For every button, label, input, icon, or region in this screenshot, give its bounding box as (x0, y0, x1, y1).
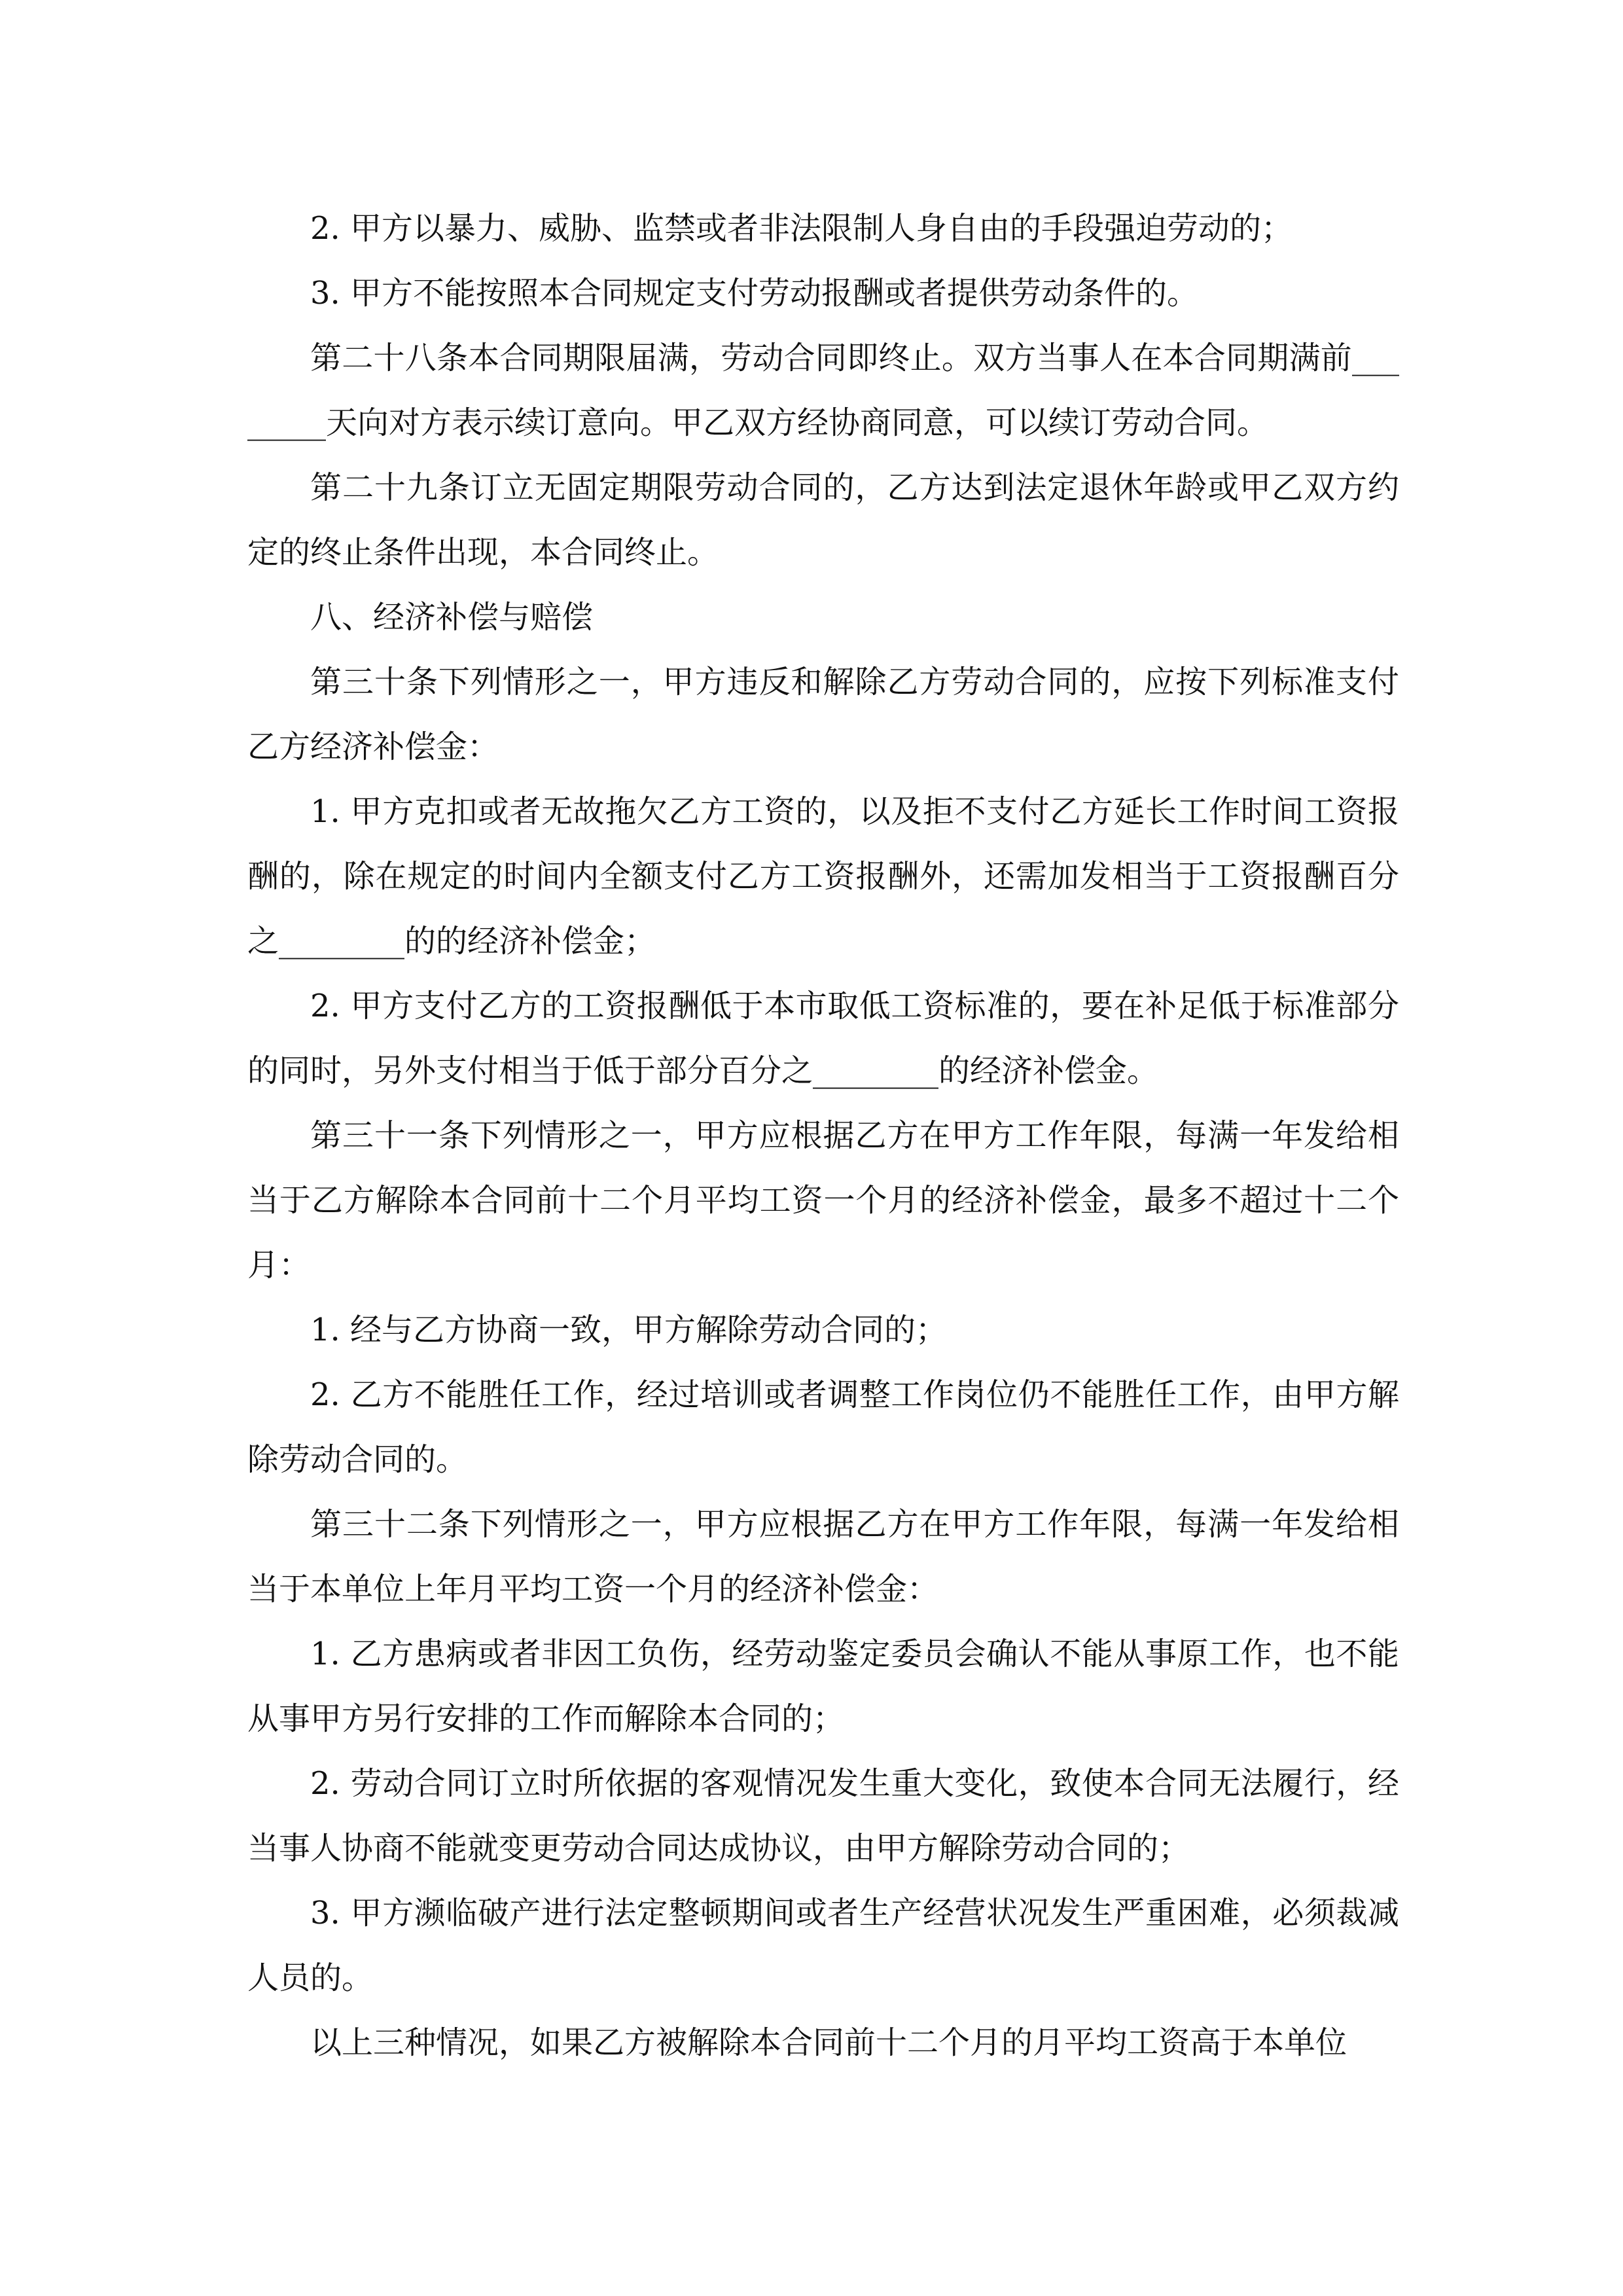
article-32-item-1: 1. 乙方患病或者非因工负伤，经劳动鉴定委员会确认不能从事原工作，也不能从事甲方另行安排的工作而解除本合同的； (247, 1636, 1399, 1737)
article-30-item-2: 2. 甲方支付乙方的工资报酬低于本市取低工资标准的，要在补足低于标准部分的同时，另外支付相当于低于部分百分之________的经济补偿金。 (247, 988, 1399, 1089)
article-30: 第三十条下列情形之一，甲方违反和解除乙方劳动合同的，应按下列标准支付乙方经济补偿金： (247, 664, 1399, 765)
closing-paragraph: 以上三种情况，如果乙方被解除本合同前十二个月的月平均工资高于本单位 (310, 2024, 1347, 2061)
article-31-item-2: 2. 乙方不能胜任工作，经过培训或者调整工作岗位仍不能胜任工作，由甲方解除劳动合同的。 (247, 1376, 1399, 1478)
section-heading-8: 八、经济补偿与赔偿 (310, 599, 594, 636)
article-32-item-3: 3. 甲方濒临破产进行法定整顿期间或者生产经营状况发生严重困难，必须裁减人员的。 (247, 1895, 1399, 1996)
clause-item-2-forced-labor: 2. 甲方以暴力、威胁、监禁或者非法限制人身自由的手段强迫劳动的； (310, 210, 1293, 247)
article-32: 第三十二条下列情形之一，甲方应根据乙方在甲方工作年限，每满一年发给相当于本单位上年月平均工资一个月的经济补偿金： (247, 1506, 1399, 1607)
article-31-item-1: 1. 经与乙方协商一致，甲方解除劳动合同的； (310, 1312, 948, 1348)
article-28: 第二十八条本合同期限届满，劳动合同即终止。双方当事人在本合同期满前________天向对方表示续订意向。甲乙双方经协商同意，可以续订劳动合同。 (247, 340, 1399, 441)
document-page (247, 196, 1399, 2075)
clause-item-3-unpaid-wages: 3. 甲方不能按照本合同规定支付劳动报酬或者提供劳动条件的。 (310, 275, 1199, 312)
article-32-item-2: 2. 劳动合同订立时所依据的客观情况发生重大变化，致使本合同无法履行，经当事人协商不能就变更劳动合同达成协议，由甲方解除劳动合同的； (247, 1765, 1399, 1867)
article-29: 第二十九条订立无固定期限劳动合同的，乙方达到法定退休年龄或甲乙双方约定的终止条件出现，本合同终止。 (247, 469, 1399, 571)
article-31: 第三十一条下列情形之一，甲方应根据乙方在甲方工作年限，每满一年发给相当于乙方解除本合同前十二个月平均工资一个月的经济补偿金，最多不超过十二个月： (247, 1117, 1399, 1283)
article-30-item-1: 1. 甲方克扣或者无故拖欠乙方工资的，以及拒不支付乙方延长工作时间工资报酬的，除在规定的时间内全额支付乙方工资报酬外，还需加发相当于工资报酬百分之________的的经济补偿金； (247, 793, 1399, 960)
